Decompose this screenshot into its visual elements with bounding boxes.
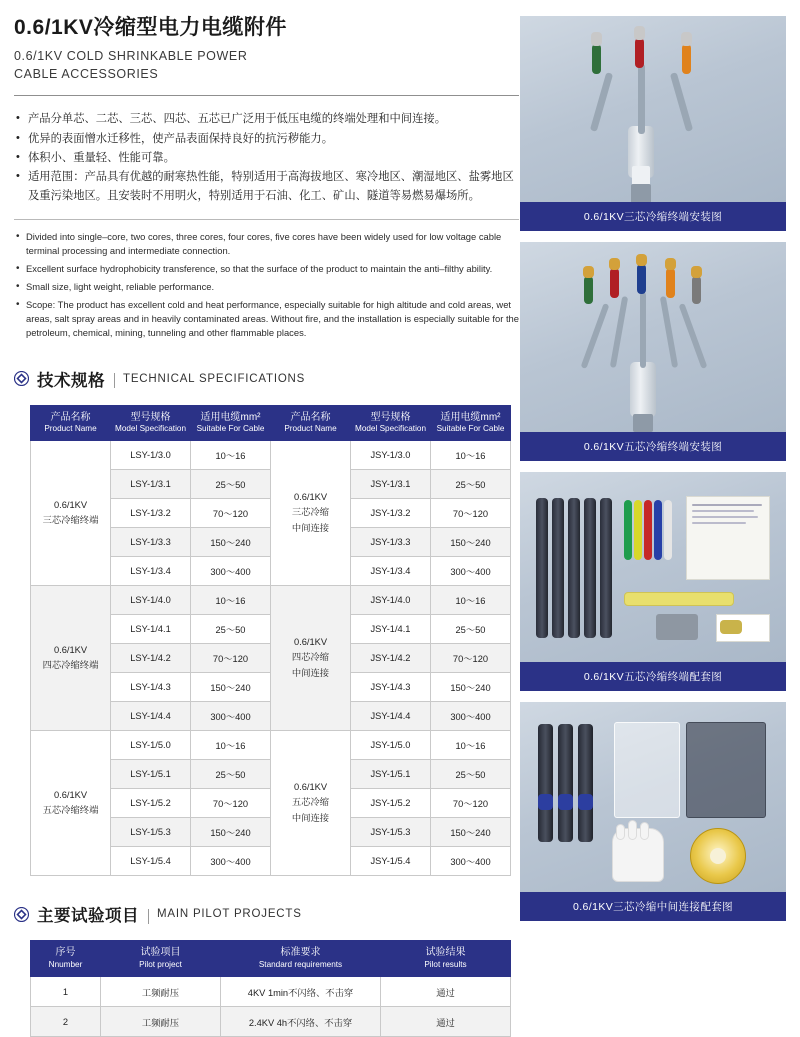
product-photo-column [520,16,786,932]
column-header-cn: 适用电缆mm² [440,411,501,423]
cable-cell: 150～240 [431,673,511,702]
table-row [31,731,511,760]
model-cell: LSY-1/5.2 [111,789,191,818]
column-header [191,405,271,441]
page-title-en-line2: CABLE ACCESSORIES [14,67,159,82]
cable-cell: 70～120 [431,789,511,818]
cable-cell: 300～400 [431,557,511,586]
project-cell: 工频耐压 [101,1007,221,1037]
column-header-en: Suitable For Cable [196,424,265,434]
column-header [351,405,431,441]
page-title-en-line1: 0.6/1KV COLD SHRINKABLE POWER [14,49,248,64]
model-cell: JSY-1/4.4 [351,702,431,731]
cable-cell: 25～50 [431,760,511,789]
model-cell: LSY-1/4.0 [111,586,191,615]
cable-cell: 70～120 [191,644,271,673]
table-row [31,441,511,470]
column-header [111,405,191,441]
section-separator [148,909,149,924]
column-header-cn: 产品名称 [290,411,331,423]
main-pilot-projects-table [30,940,511,1037]
cable-cell: 300～400 [191,847,271,876]
standard-cell: 2.4KV 4h不闪络、不击穿 [221,1007,381,1037]
list-item: • 体积小、重量轻、性能可靠。 [14,149,519,167]
section-title-cn: 技术规格 [37,371,105,390]
model-cell: LSY-1/4.3 [111,673,191,702]
list-item: • Excellent surface hydrophobicity transference, so that the surface of the product to maintain the anti–filthy ability. [14,262,519,276]
column-header-en: Model Specification [115,424,186,434]
column-header [31,941,101,977]
cable-cell: 150～240 [431,528,511,557]
column-header-cn: 产品名称 [50,411,91,423]
model-cell: JSY-1/4.0 [351,586,431,615]
diamond-bullet-icon [14,907,29,922]
cable-cell: 25～50 [191,470,271,499]
column-header-en: Pilot project [139,959,182,969]
model-cell: JSY-1/5.4 [351,847,431,876]
row-number-cell: 1 [31,977,101,1007]
section-heading-technical [14,367,519,391]
list-item: • Small size, light weight, reliable performance. [14,280,519,294]
column-header-cn: 型号规格 [130,411,171,423]
product-photo-card [520,472,786,691]
project-cell: 工频耐压 [101,977,221,1007]
column-header [381,941,511,977]
cable-cell: 300～400 [431,847,511,876]
column-header-en: Nnumber [48,959,83,969]
model-cell: JSY-1/3.4 [351,557,431,586]
model-cell: LSY-1/4.1 [111,615,191,644]
technical-specifications-body [31,441,511,876]
list-item: • Scope: The product has excellent cold and heat performance, especially suitable for high altitude and cold areas, wet areas, salt spray areas and in heavily contaminated areas. Without fire, and the installation is especially suitable for the petroleum, chemical, mining, tunneling and other flammable places. [14,298,519,340]
cable-cell: 25～50 [431,470,511,499]
product-name-cell: 0.6/1KV 四芯冷缩终端 [31,586,111,731]
table-row [31,586,511,615]
column-header-en: Pilot results [424,959,467,969]
intro-list-en [14,230,519,341]
model-cell: LSY-1/3.1 [111,470,191,499]
model-cell: LSY-1/5.1 [111,760,191,789]
column-header-cn: 标准要求 [280,947,321,959]
photo-caption: 0.6/1KV五芯冷缩终端安装图 [520,432,786,461]
column-header-cn: 适用电缆mm² [200,411,261,423]
column-header-en: Product Name [284,424,337,434]
cable-cell: 10～16 [191,441,271,470]
list-item: • 产品分单芯、二芯、三芯、四芯、五芯已广泛用于低压电缆的终端处理和中间连接。 [14,110,519,128]
table-header-row [31,405,511,441]
model-cell: JSY-1/5.1 [351,760,431,789]
cable-cell: 10～16 [431,441,511,470]
model-cell: JSY-1/5.3 [351,818,431,847]
model-cell: JSY-1/3.0 [351,441,431,470]
cable-cell: 10～16 [191,731,271,760]
section-heading-pilot [14,902,519,926]
standard-cell: 4KV 1min不闪络、不击穿 [221,977,381,1007]
page-title-cn: 0.6/1KV冷缩型电力电缆附件 [14,16,287,39]
section-title-cn: 主要试验项目 [37,907,139,926]
page-title-en [14,47,519,83]
product-photo-card [520,702,786,921]
row-number-cell: 2 [31,1007,101,1037]
cable-cell: 150～240 [191,818,271,847]
table-header-row [31,941,511,977]
cable-cell: 70～120 [191,499,271,528]
product-name-cell: 0.6/1KV 三芯冷缩终端 [31,441,111,586]
technical-specifications-table [30,405,511,877]
cable-cell: 70～120 [431,644,511,673]
model-cell: LSY-1/5.0 [111,731,191,760]
cable-cell: 10～16 [431,731,511,760]
model-cell: JSY-1/4.3 [351,673,431,702]
product-photo-image [520,242,786,432]
model-cell: LSY-1/3.3 [111,528,191,557]
cable-cell: 10～16 [191,586,271,615]
photo-caption: 0.6/1KV三芯冷缩终端安装图 [520,202,786,231]
model-cell: LSY-1/4.4 [111,702,191,731]
list-item: • 优异的表面憎水迁移性，使产品表面保持良好的抗污秽能力。 [14,130,519,148]
column-header [271,405,351,441]
cable-cell: 70～120 [191,789,271,818]
cable-cell: 300～400 [431,702,511,731]
model-cell: JSY-1/5.0 [351,731,431,760]
list-item: • 适用范围：产品具有优越的耐寒热性能，特别适用于高海拔地区、寒冷地区、潮湿地区、盐雾地区及重污染地区。且安装时不用明火，特别适用于石油、化工、矿山、隧道等易燃易爆场所。 [14,168,519,205]
diamond-bullet-icon [14,371,29,386]
photo-caption: 0.6/1KV三芯冷缩中间连接配套图 [520,892,786,921]
column-header [431,405,511,441]
model-cell: JSY-1/4.1 [351,615,431,644]
product-photo-card [520,16,786,231]
product-name-cell: 0.6/1KV 五芯冷缩终端 [31,731,111,876]
cable-cell: 300～400 [191,702,271,731]
cable-cell: 70～120 [431,499,511,528]
model-cell: LSY-1/4.2 [111,644,191,673]
table-row [31,977,511,1007]
model-cell: JSY-1/4.2 [351,644,431,673]
model-cell: LSY-1/3.0 [111,441,191,470]
column-header [221,941,381,977]
product-photo-card [520,242,786,461]
column-header-cn: 试验结果 [425,947,466,959]
section-separator [114,373,115,388]
model-cell: LSY-1/5.3 [111,818,191,847]
cable-cell: 150～240 [431,818,511,847]
cable-cell: 25～50 [191,615,271,644]
title-divider [14,95,519,96]
intro-list-cn [14,110,519,204]
result-cell: 通过 [381,1007,511,1037]
model-cell: JSY-1/3.1 [351,470,431,499]
column-header [101,941,221,977]
column-header-en: Product Name [44,424,97,434]
product-name-cell: 0.6/1KV 五芯冷缩 中间连接 [271,731,351,876]
model-cell: JSY-1/3.3 [351,528,431,557]
product-name-cell: 0.6/1KV 四芯冷缩 中间连接 [271,586,351,731]
intro-divider [14,219,519,220]
column-header-cn: 试验项目 [140,947,181,959]
cable-cell: 25～50 [191,760,271,789]
model-cell: LSY-1/3.4 [111,557,191,586]
column-header-en: Model Specification [355,424,426,434]
cable-cell: 10～16 [431,586,511,615]
list-item: • Divided into single–core, two cores, three cores, four cores, five cores have been widely used for low voltage cable terminal processing and intermediate connection. [14,230,519,258]
left-content-column [14,16,519,1037]
cable-cell: 300～400 [191,557,271,586]
model-cell: JSY-1/5.2 [351,789,431,818]
section-title-en: TECHNICAL SPECIFICATIONS [123,372,306,385]
product-name-cell: 0.6/1KV 三芯冷缩 中间连接 [271,441,351,586]
product-photo-image [520,16,786,202]
model-cell: LSY-1/3.2 [111,499,191,528]
column-header-cn: 序号 [55,947,76,959]
model-cell: LSY-1/5.4 [111,847,191,876]
column-header-en: Suitable For Cable [436,424,505,434]
section-title-en: MAIN PILOT PROJECTS [157,908,302,921]
cable-cell: 150～240 [191,673,271,702]
photo-caption: 0.6/1KV五芯冷缩终端配套图 [520,662,786,691]
column-header-cn: 型号规格 [370,411,411,423]
cable-cell: 150～240 [191,528,271,557]
model-cell: JSY-1/3.2 [351,499,431,528]
table-row [31,1007,511,1037]
cable-cell: 25～50 [431,615,511,644]
product-photo-image [520,472,786,662]
column-header [31,405,111,441]
result-cell: 通过 [381,977,511,1007]
column-header-en: Standard requirements [258,959,343,969]
product-photo-image [520,702,786,892]
